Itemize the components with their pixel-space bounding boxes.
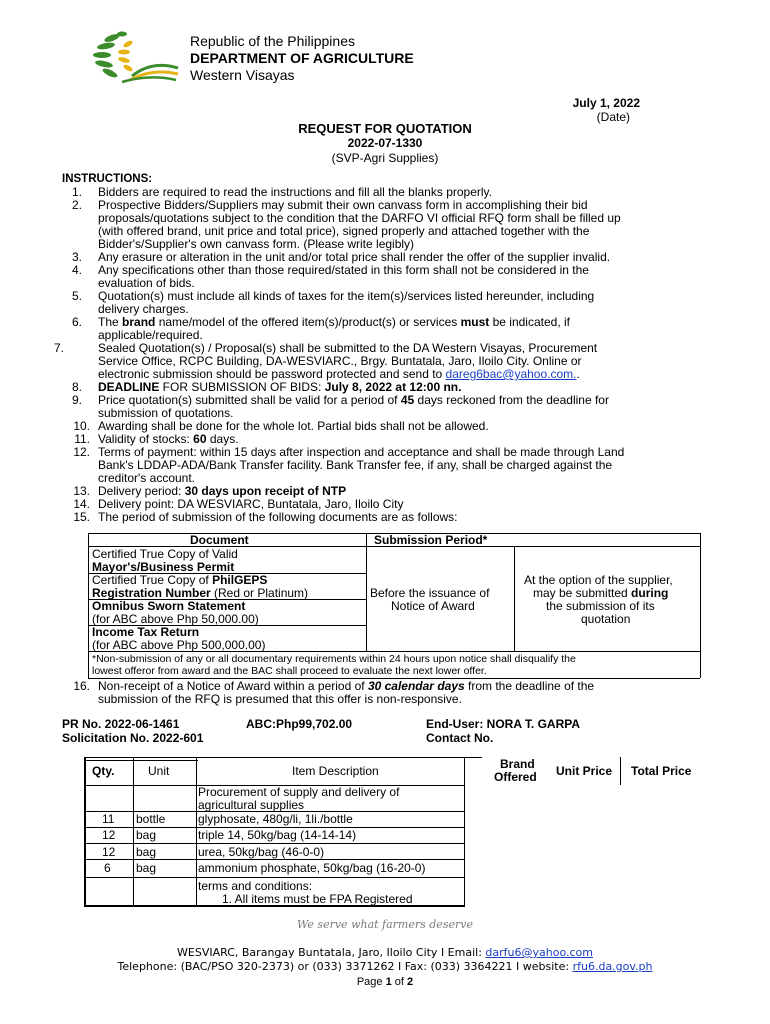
items-header-total-price: Total Price [631,764,692,778]
period-option: At the option of the supplier, [524,573,673,587]
doc-philgeps: Registration Number (Red or Platinum) [92,586,309,600]
item-qty: 6 [104,861,111,875]
period-option: may be submitted during [533,586,669,600]
instruction-7: Sealed Quotation(s) / Proposal(s) shall be submitted to the DA Western Visayas, Procurement [98,341,598,355]
list-number: 15. [73,510,90,524]
abc-amount: ABC:Php99,702.00 [246,717,353,731]
page-number: Page 1 of 2 [356,976,414,988]
docs-note: *Non-submission of any or all documentary requirements within 24 hours upon notice shall disqualify the [92,653,576,665]
header-department: DEPARTMENT OF AGRICULTURE [190,50,414,66]
item-qty: 12 [102,845,116,859]
instruction-7: Service Office, RCPC Building, DA-WESVIARC., Brgy. Buntatala, Jaro, Iloilo City. Online or [98,354,582,368]
item-unit: bag [136,845,157,859]
list-number: 1. [71,185,82,199]
items-header-qty: Qty. [92,764,115,778]
footer-address: WESVIARC, Barangay Buntatala, Jaro, Iloilo City I Email: darfu6@yahoo.com [177,946,593,959]
instruction-12: Terms of payment: within 15 days after inspection and acceptance and shall be made through Land [98,445,625,459]
instruction-5: delivery charges. [98,302,189,316]
items-intro: agricultural supplies [198,798,305,812]
items-terms: terms and conditions: [198,879,313,893]
items-terms: 1. All items must be FPA Registered [222,892,413,906]
instruction-6: The brand name/model of the offered item(s)/product(s) or services must be indicated, if [98,315,570,329]
doc-itr: (for ABC above Php 500,000.00) [92,638,266,652]
instruction-7: electronic submission should be password protected and send to dareg6bac@yahoo.com.. [98,367,580,381]
table-border [464,757,465,907]
item-qty: 12 [102,828,116,842]
instruction-4: Any specifications other than those required/stated in this form shall not be considered in the [98,263,589,277]
instructions-heading: INSTRUCTIONS: [62,173,153,185]
end-user: End-User: NORA T. GARPA [426,717,581,731]
footer-tagline: We serve what farmers deserve [297,918,473,931]
instruction-2: Bidder's/Supplier's own canvass form. (Please write legibly) [98,237,415,251]
header-region: Western Visayas [190,67,295,83]
bac-email-link[interactable]: dareg6bac@yahoo.com. [445,367,577,381]
instruction-2: Prospective Bidders/Suppliers may submit their own canvass form in accomplishing their bid [98,198,588,212]
table-border [84,757,86,907]
period-option: quotation [581,612,631,626]
table-border [86,877,464,878]
docs-header-period: Submission Period* [374,533,488,547]
items-header-brand: Brand [500,757,535,771]
list-number: 14. [73,497,90,511]
list-number: 5. [71,289,82,303]
items-header-description: Item Description [292,764,379,778]
instruction-4: evaluation of bids. [98,276,195,290]
doc-omnibus: Omnibus Sworn Statement [92,599,246,613]
table-border [620,757,621,785]
table-border [196,757,197,907]
list-number: 10. [73,419,90,433]
items-header-unit-price: Unit Price [556,764,613,778]
list-number: 16. [73,679,90,693]
list-number: 4. [71,263,82,277]
document-date: July 1, 2022 [572,96,640,110]
rfq-subtitle: (SVP-Agri Supplies) [331,151,439,165]
doc-permit: Mayor's/Business Permit [92,560,235,574]
rfq-title: REQUEST FOR QUOTATION [298,121,472,136]
footer-website-link[interactable]: rfu6.da.gov.ph [572,960,653,973]
instruction-12: Bank's LDDAP-ADA/Bank Transfer facility. Bank Transfer fee, if any, shall be charged against the [98,458,613,472]
header-republic: Republic of the Philippines [190,33,355,49]
doc-itr: Income Tax Return [92,625,200,639]
table-border [700,533,701,678]
footer-contact: Telephone: (BAC/PSO 320-2373) or (033) 3371262 I Fax: (033) 3364221 I website: rfu6.da.gov.ph [117,960,653,973]
docs-header-document: Document [190,533,249,547]
period-before-award: Notice of Award [391,599,475,613]
instruction-6: applicable/required. [98,328,203,342]
items-header-unit: Unit [148,764,170,778]
list-number: 9. [71,393,82,407]
item-description: glyphosate, 480g/li, 1li./bottle [198,812,353,826]
doc-philgeps: Certified True Copy of PhilGEPS [92,573,268,587]
list-number: 2. [71,198,82,212]
instruction-10: Awarding shall be done for the whole lot. Partial bids shall not be allowed. [98,419,489,433]
department-of-agriculture-logo-icon [92,30,180,84]
list-number: 11. [74,432,90,446]
table-border [86,859,464,860]
item-unit: bottle [136,812,166,826]
docs-note: lowest offeror from award and the BAC shall proceed to evaluate the next lower offer. [92,665,487,677]
table-border [88,533,89,678]
item-unit: bag [136,828,157,842]
period-option: the submission of its [546,599,655,613]
instruction-12: creditor's account. [98,471,196,485]
items-header-brand: Offered [494,770,537,784]
list-number: 6. [71,315,82,329]
instruction-3: Any erasure or alteration in the unit and/or total price shall render the offer of the supplier invalid. [98,250,611,264]
list-number: 3. [71,250,82,264]
table-border [84,757,198,758]
footer-email-link[interactable]: darfu6@yahoo.com [485,946,593,959]
instruction-2: (with offered brand, unit price and total price), signed properly and attached together with the [98,224,590,238]
item-description: urea, 50kg/bag (46-0-0) [198,845,325,859]
doc-omnibus: (for ABC above Php 50,000.00) [92,612,259,626]
table-border [514,546,515,651]
instruction-13: Delivery period: 30 days upon receipt of NTP [98,484,347,498]
instruction-9: submission of quotations. [98,406,234,420]
items-intro: Procurement of supply and delivery of [198,785,400,799]
item-description: triple 14, 50kg/bag (14-14-14) [198,828,357,842]
instruction-1: Bidders are required to read the instructions and fill all the blanks properly. [98,185,492,199]
table-border [86,760,198,761]
instruction-15: The period of submission of the following documents are as follows: [98,510,458,524]
pr-number: PR No. 2022-06-1461 [62,717,180,731]
table-border [198,757,482,758]
instruction-5: Quotation(s) must include all kinds of taxes for the item(s)/services listed hereunder, including [98,289,595,303]
table-border [133,757,134,907]
instruction-9: Price quotation(s) submitted shall be valid for a period of 45 days reckoned from the deadline for [98,393,609,407]
list-number: 12. [73,445,90,459]
item-description: ammonium phosphate, 50kg/bag (16-20-0) [198,861,426,875]
doc-permit: Certified True Copy of Valid [92,547,238,561]
instruction-16: submission of the RFQ is presumed that this offer is non-responsive. [98,692,462,706]
date-label: (Date) [596,110,630,124]
rfq-number: 2022-07-1330 [347,136,423,150]
list-number: 8. [71,380,82,394]
table-border [366,533,367,651]
contact-number: Contact No. [426,731,494,745]
instruction-8: DEADLINE FOR SUBMISSION OF BIDS: July 8, 2022 at 12:00 nn. [98,380,462,394]
solicitation-number: Solicitation No. 2022-601 [62,731,204,745]
instruction-2: proposals/quotations subject to the condition that the DARFO VI official RFQ form shall be filled up [98,211,621,225]
list-number: 7. [53,341,64,355]
period-before-award: Before the issuance of [370,586,490,600]
table-border [86,843,464,844]
instruction-11: Validity of stocks: 60 days. [98,432,239,446]
list-number: 13. [73,484,90,498]
item-unit: bag [136,861,157,875]
item-qty: 11 [102,812,115,826]
instruction-16: Non-receipt of a Notice of Award within a period of 30 calendar days from the deadline of the [98,679,595,693]
instruction-14: Delivery point: DA WESVIARC, Buntatala, Jaro, Iloilo City [98,497,404,511]
